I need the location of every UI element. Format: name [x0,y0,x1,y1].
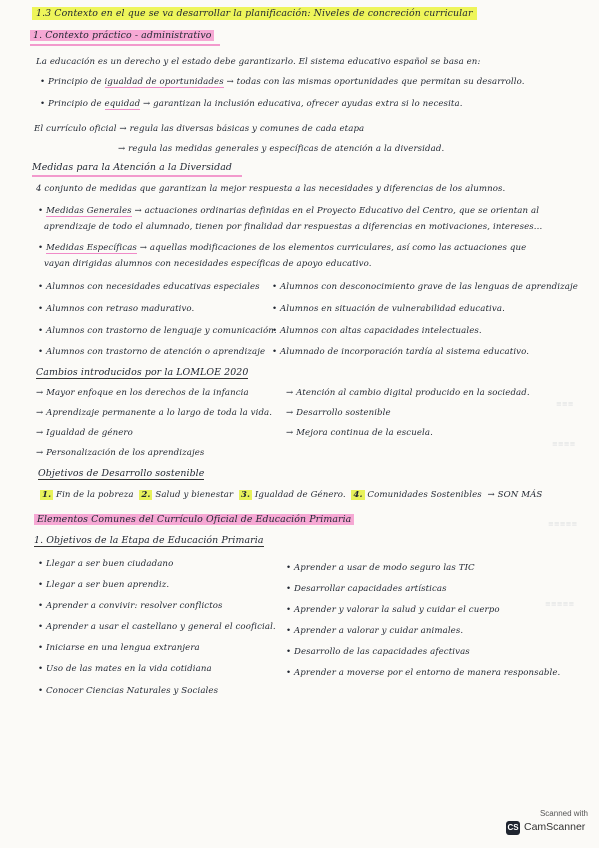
list-item: → Mejora continua de la escuela. [286,428,433,438]
list-item: • Alumnos en situación de vulnerabilidad educativa. [272,304,505,314]
principio-equidad: • Principio de equidad → garantizan la inclusión educativa, ofrecer ayudas extra si lo necesita. [40,99,463,109]
page-heading [32,8,477,19]
medidas-definition: 4 conjunto de medidas que garantizan la mejor respuesta a las necesidades y diferencias de los alumnos. [36,184,506,194]
list-item: • Alumnos con altas capacidades intelectuales. [272,326,482,336]
pink-underline [32,175,242,177]
curriculo-line-2: → regula las medidas generales y específicas de atención a la diversidad. [118,144,445,154]
list-item: • Alumnos con trastorno de lenguaje y comunicación. [38,326,277,336]
section-objetivos-title: 1. Objetivos de la Etapa de Educación Primaria [34,535,264,546]
list-item: • Aprender a moverse por el entorno de manera responsable. [286,668,561,678]
medidas-generales: • Medidas Generales → actuaciones ordinarias definidas en el Proyecto Educativo del Centro, que se orientan al [38,206,540,216]
list-item: • Uso de las mates en la vida cotidiana [38,664,212,674]
list-item: • Desarrollo de las capacidades afectivas [286,647,470,657]
medidas-especificas-cont: vayan dirigidas alumnos con necesidades específicas de apoyo educativo. [44,259,372,269]
medidas-generales-cont: aprendizaje de todo el alumnado, tienen por finalidad dar respuestas a diferencias en motivaciones, intereses... [44,222,543,232]
list-item: → Igualdad de género [36,428,133,438]
list-item: • Aprender a valorar y cuidar animales. [286,626,464,636]
list-item: • Desarrollar capacidades artísticas [286,584,447,594]
show-through-mark: ≡≡≡≡≡ [548,520,578,528]
medidas-especificas: • Medidas Específicas → aquellas modificaciones de los elementos curriculares, así como las actuaciones que [38,243,527,253]
list-item: • Alumnado de incorporación tardía al sistema educativo. [272,347,530,357]
principio-igualdad: • Principio de igualdad de oportunidades → todas con las mismas oportunidades que permitan su desarrollo. [40,77,525,87]
list-item: • Llegar a ser buen aprendiz. [38,580,170,590]
list-item: • Alumnos con retraso madurativo. [38,304,195,314]
list-item: → Aprendizaje permanente a lo largo de toda la vida. [36,408,273,418]
section-contexto-title: 1. Contexto práctico - administrativo [30,30,214,41]
list-item: • Alumnos con desconocimiento grave de las lenguas de aprendizaje [272,282,578,292]
list-item: • Alumnos con necesidades educativas especiales [38,282,260,292]
curriculo-line-1: El currículo oficial → regula las diversas básicas y comunes de cada etapa [34,124,365,134]
list-item: → Desarrollo sostenible [286,408,391,418]
show-through-mark: ≡≡≡≡≡ [545,600,575,608]
section-ods-title: Objetivos de Desarrollo sostenible [38,468,205,479]
list-item: • Conocer Ciencias Naturales y Sociales [38,686,219,696]
list-item: → Mayor enfoque en los derechos de la infancia [36,388,249,398]
section-medidas-title: Medidas para la Atención a la Diversidad [32,162,232,173]
camscanner-watermark [506,809,588,839]
camscanner-logo-icon: CS [506,821,520,835]
list-item: → Atención al cambio digital producido en la sociedad. [286,388,530,398]
watermark-brand: CamScanner [524,821,586,833]
ods-list: 1. Fin de la pobreza 2. Salud y bienestar 3. Igualdad de Género. 4. Comunidades Sostenibles → SON MÁS [42,490,543,500]
watermark-caption: Scanned with [539,809,588,818]
pink-underline [30,44,220,46]
list-item: • Aprender a usar el castellano y general el cooficial. [38,622,276,632]
list-item: • Iniciarse en una lengua extranjera [38,643,200,653]
list-item: • Aprender a usar de modo seguro las TIC [286,563,475,573]
heading-text: 1.3 Contexto en el que se va desarrollar la planificación: Niveles de concreción curricular [32,7,477,20]
list-item: • Alumnos con trastorno de atención o aprendizaje [38,347,266,357]
show-through-mark: ≡≡≡ [556,400,574,408]
list-item: → Personalización de los aprendizajes [36,448,205,458]
show-through-mark: ≡≡≡≡ [552,440,576,448]
contexto-intro: La educación es un derecho y el estado debe garantizarlo. El sistema educativo español se basa en: [36,57,481,67]
section-lomloe-title: Cambios introducidos por la LOMLOE 2020 [36,367,249,378]
list-item: • Llegar a ser buen ciudadano [38,559,174,569]
list-item: • Aprender a convivir: resolver conflictos [38,601,223,611]
list-item: • Aprender y valorar la salud y cuidar el cuerpo [286,605,500,615]
section-elementos-title: Elementos Comunes del Currículo Oficial de Educación Primaria [34,514,354,525]
